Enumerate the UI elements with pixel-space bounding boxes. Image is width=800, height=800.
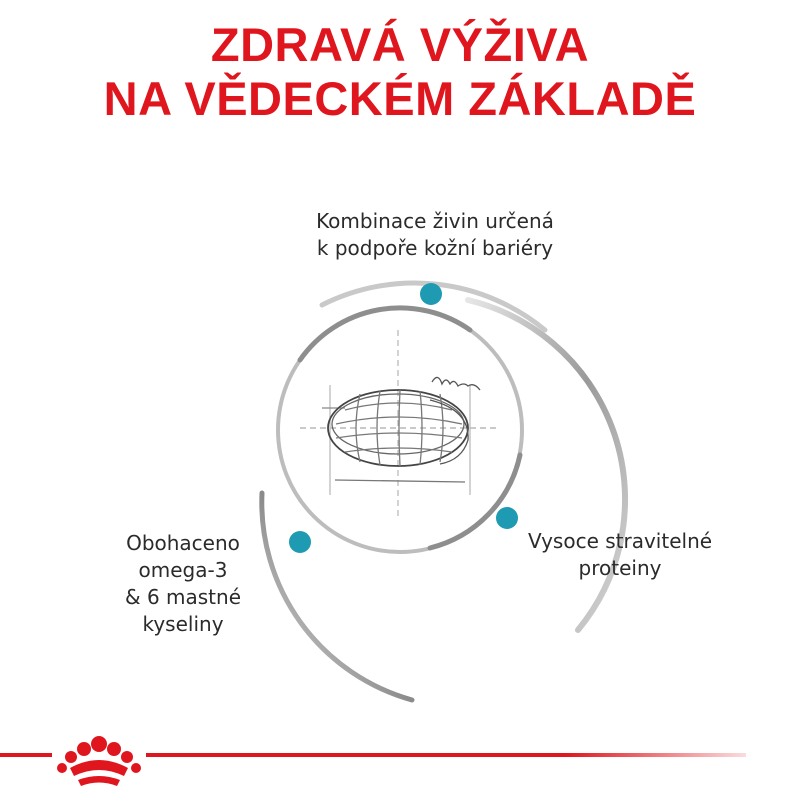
benefit-line: Vysoce stravitelné (527, 529, 713, 553)
benefit-skin-barrier (250, 208, 620, 262)
footer-rule-left (0, 753, 52, 757)
benefit-line: k podpoře kožní bariéry (316, 236, 554, 260)
benefit-line: Obohaceno (126, 531, 240, 555)
benefit-line: & 6 mastné (124, 585, 241, 609)
benefit-dot-left (289, 531, 311, 553)
headline-line-1: ZDRAVÁ VÝŽIVA (210, 18, 590, 71)
benefit-digestible-proteins (515, 528, 725, 582)
headline-line-2: NA VĚDECKÉM ZÁKLADĚ (103, 72, 697, 125)
benefit-omega-fatty-acids (88, 530, 278, 638)
inner-ring (278, 308, 522, 552)
benefit-line: proteiny (578, 556, 662, 580)
benefit-line: Kombinace živin určená (316, 209, 554, 233)
footer-rule-right (146, 753, 746, 757)
benefit-line: omega-3 (138, 558, 228, 582)
outer-ring (262, 283, 625, 700)
benefit-dot-right (496, 507, 518, 529)
benefit-dot-top (420, 283, 442, 305)
kibble-sketch-icon (300, 330, 500, 520)
benefit-line: kyseliny (142, 612, 224, 636)
royal-crown-icon (57, 736, 141, 786)
